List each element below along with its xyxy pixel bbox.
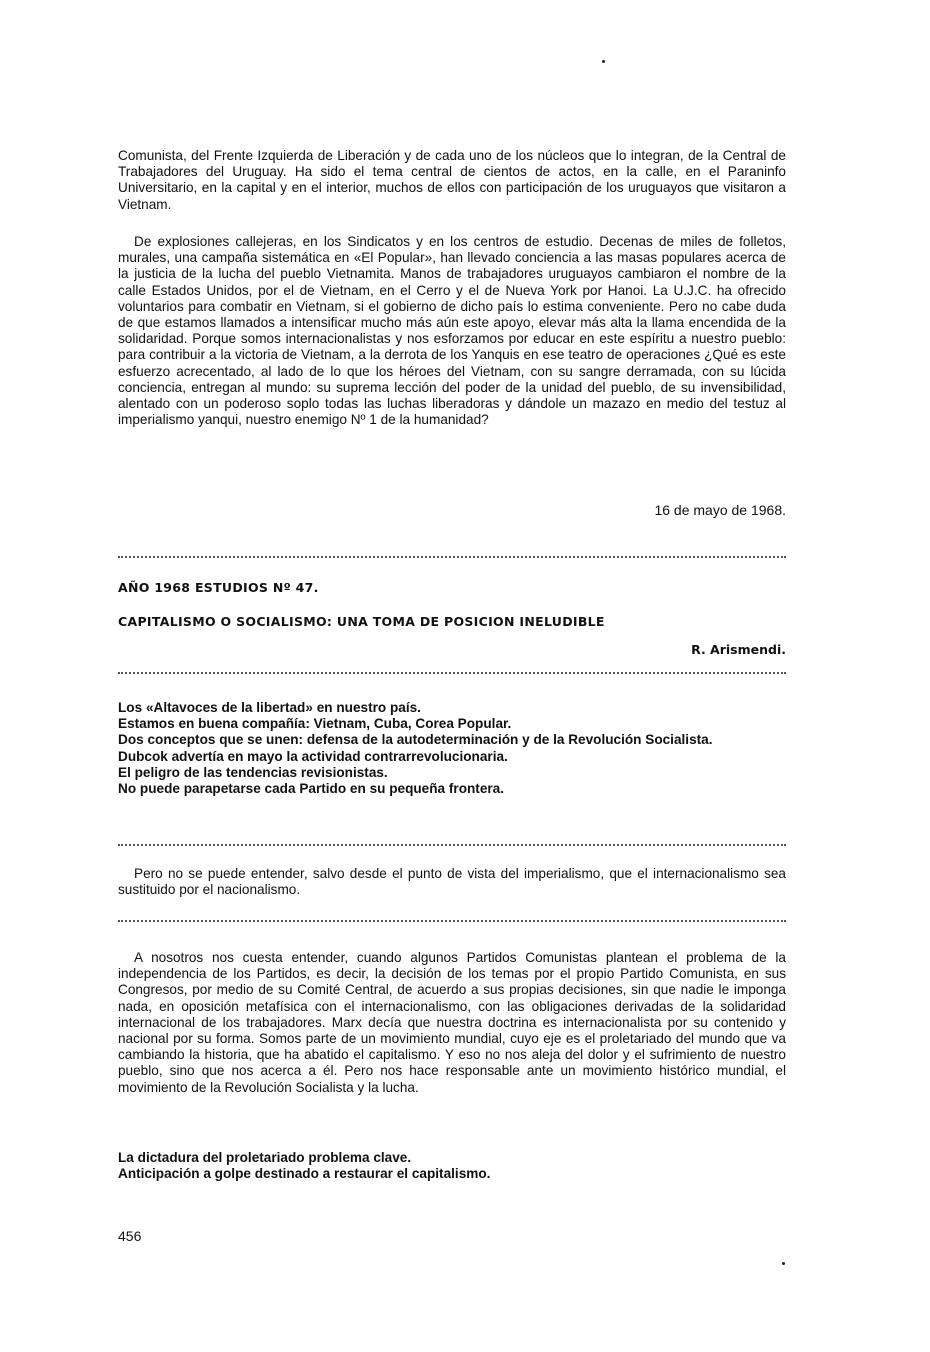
page-number: 456 (118, 1228, 142, 1244)
dotted-separator (118, 844, 786, 848)
issue-heading: AÑO 1968 ESTUDIOS Nº 47. (118, 580, 319, 595)
subheading: Estamos en buena compañía: Vietnam, Cuba, Corea Popular. (118, 716, 512, 732)
paragraph-2-block (118, 234, 786, 428)
subheading: Anticipación a golpe destinado a restaurar el capitalismo. (118, 1166, 491, 1182)
paragraph-4-block (118, 950, 786, 1096)
paragraph-3-block (118, 866, 786, 898)
scan-speck (782, 1262, 785, 1265)
article-author: R. Arismendi. (691, 642, 786, 657)
dotted-separator (118, 920, 786, 924)
dotted-separator (118, 556, 786, 560)
paragraph-1: Comunista, del Frente Izquierda de Liberación y de cada uno de los núcleos que lo integran, de la Central de Trabajadores del Uruguay. Ha sido el tema central de cientos de actos, en la calle, en el Paraninfo Universitario, en la capital y en el interior, muchos de ellos con participación de los uruguayos que visitaron a Vietnam. (118, 148, 786, 212)
dotted-separator (118, 672, 786, 676)
subheading: La dictadura del proletariado problema clave. (118, 1150, 412, 1165)
paragraph-4: A nosotros nos cuesta entender, cuando algunos Partidos Comunistas plantean el problema de la independencia de los Partidos, es decir, la decisión de los temas por el propio Partido Comunista, en sus Congresos, por medio de su Comité Central, de acuerdo a sus propias decisiones, sin que nadie le imponga nada, en oposición metafísica con el internacionalismo, con las obligaciones derivadas de la solidaridad internacional de los trabajadores. Marx decía que nuestra doctrina es internacionalista por su contenido y nacional por su forma. Somos parte de un movimiento mundial, cuyo eje es el proletariado del mundo que va cambiando la historia, que ha abatido el capitalismo. Y eso no nos aleja del dolor y el sufrimiento de nuestro pueblo, sino que nos acerca a él. Pero nos hace responsable ante un movimiento histórico mundial, el movimiento de la Revolución Socialista y la lucha. (118, 950, 786, 1095)
subheading: No puede parapetarse cada Partido en su pequeña frontera. (118, 781, 505, 797)
subheading: Dubcok advertía en mayo la actividad contrarrevolucionaria. (118, 748, 508, 764)
paragraph-3: Pero no se puede entender, salvo desde el punto de vista del imperialismo, que el internacionalismo sea sustituido por el nacionalismo. (118, 866, 786, 898)
paragraph-1-block (118, 148, 786, 213)
subheading: Los «Altavoces de la libertad» en nuestro país. (118, 700, 421, 715)
date-line: 16 de mayo de 1968. (654, 502, 786, 518)
subheading: Dos conceptos que se unen: defensa de la autodeterminación y de la Revolución Socialista. (118, 732, 713, 748)
subheading-list-2 (118, 1150, 786, 1182)
article-title: CAPITALISMO O SOCIALISMO: UNA TOMA DE POSICION INELUDIBLE (118, 614, 605, 629)
subheading: El peligro de las tendencias revisionistas. (118, 764, 388, 780)
paragraph-2: De explosiones callejeras, en los Sindicatos y en los centros de estudio. Decenas de miles de folletos, murales, una campaña sistemática en «El Popular», han llevado conciencia a las masas populares acerca de la justicia de la lucha del pueblo Vietnamita. Manos de trabajadores uruguayos cambiaron el nombre de la calle Estados Unidos, por el de Vietnam, en el Cerro y el de Nueva York por Hanoi. La U.J.C. ha ofrecido voluntarios para combatir en Vietnam, si el gobierno de dicho país lo estima conveniente. Pero no cabe duda de que estamos llamados a intensificar mucho más aún este apoyo, elevar más alta la llama encendida de la solidaridad. Porque somos internacionalistas y nos esforzamos por educar en este espíritu a nuestro pueblo: para contribuir a la victoria de Vietnam, a la derrota de los Yanquis en ese teatro de operaciones ¿Qué es este esfuerzo acrecentado, al lado de lo que los héroes del Vietnam, con su sangre derramada, con su lúcida conciencia, entregan al mundo: su suprema lección del poder de la unidad del pueblo, de su invensibilidad, alentado con un poderoso soplo todas las luchas liberadoras y dándole un mazazo en medio del testuz al imperialismo yanqui, nuestro enemigo Nº 1 de la humanidad? (118, 234, 786, 428)
subheading-list-1 (118, 700, 786, 797)
scan-speck (602, 60, 605, 63)
